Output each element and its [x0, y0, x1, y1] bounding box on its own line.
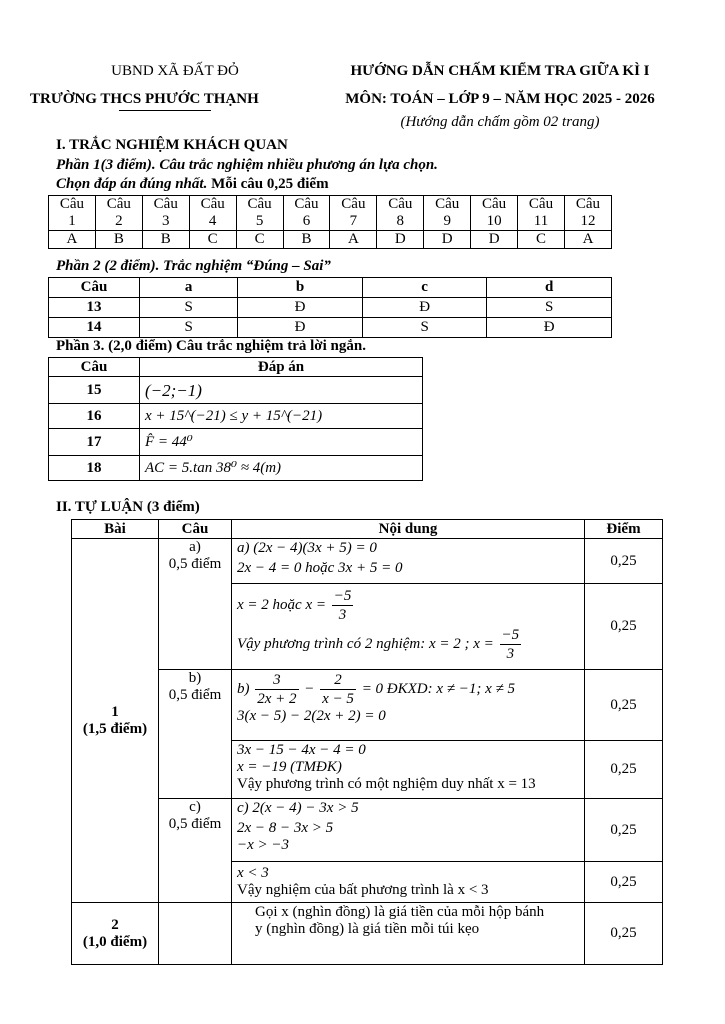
part1-answer: C: [236, 231, 283, 249]
part2-answer: S: [487, 298, 612, 318]
fraction-den: x − 5: [322, 691, 354, 707]
fraction-num: −5: [501, 627, 520, 643]
part3-q: 18: [49, 456, 140, 481]
part1-answer: C: [518, 231, 565, 249]
part1-question: Câu 12: [564, 196, 611, 231]
content-line: Gọi x (nghìn đồng) là giá tiền của mỗi hộp bánh: [255, 904, 545, 920]
cau-b-points: 0,5 điểm: [168, 687, 222, 703]
content-text: Vậy phương trình có 2 nghiệm: x = 2 ; x =: [237, 635, 494, 652]
essay-content: [232, 741, 585, 799]
part3-q: 15: [49, 377, 140, 404]
essay-header-bai: Bài: [72, 520, 159, 539]
part3-answer: (−2;−1): [140, 377, 423, 404]
part1-question-row: [49, 196, 612, 231]
essay-header-cau: Câu: [159, 520, 232, 539]
cau-a-cell: [159, 539, 232, 670]
part2-row: [49, 298, 612, 318]
content-line: x = −19 (TMĐK): [237, 759, 342, 775]
part3-answer: F̂ = 44⁰: [140, 429, 423, 456]
content-line: b) $\frac{3}{2x + 2}$ − $\frac{2}{x - 5}$ = 0 ĐKXD: x ≠ −1; x ≠ 5: [237, 672, 516, 707]
part1-answer: A: [564, 231, 611, 249]
fraction-den: 3: [338, 607, 347, 623]
fraction-num: 3: [255, 671, 298, 690]
essay-content: [232, 799, 585, 862]
part1-question: Câu 6: [283, 196, 330, 231]
school-name: [30, 91, 310, 108]
part2-answer: Đ: [362, 298, 487, 318]
cau-a-label: a): [189, 539, 201, 555]
part3-answer: AC = 5.tan 38⁰ ≈ 4(m): [140, 456, 423, 481]
part3-row: [49, 429, 423, 456]
part3-header-row: [49, 358, 423, 377]
part2-row: [49, 318, 612, 338]
essay-score: 0,25: [585, 539, 663, 584]
fraction: [500, 626, 522, 663]
bai2-points: (1,0 điểm): [82, 933, 148, 950]
cau-b-cell: [159, 670, 232, 799]
section2-title: II. TỰ LUẬN (3 điểm): [56, 499, 200, 515]
content-line: 3x − 15 − 4x − 4 = 0: [237, 742, 366, 758]
essay-score: 0,25: [585, 799, 663, 862]
essay-score: 0,25: [585, 903, 663, 965]
doc-note: (Hướng dẫn chấm gồm 02 trang): [400, 114, 600, 130]
content-line: Vậy phương trình có một nghiệm duy nhất x = 13: [237, 776, 536, 792]
content-line: y (nghìn đồng) là giá tiền mỗi túi kẹo: [255, 921, 480, 937]
part1-answer: A: [330, 231, 377, 249]
part2-q: 13: [49, 298, 140, 318]
part1-question: Câu 4: [189, 196, 236, 231]
part1-answer: B: [142, 231, 189, 249]
part2-header-row: [49, 278, 612, 298]
part3-row: [49, 456, 423, 481]
bai2-label: 2: [111, 916, 119, 933]
essay-content: [232, 670, 585, 741]
fraction-num: −5: [333, 588, 352, 604]
fraction: [255, 671, 298, 708]
essay-score: 0,25: [585, 862, 663, 903]
part1-subtitle-b: Mỗi câu 0,25 điểm: [207, 176, 329, 192]
section1-title: I. TRẮC NGHIỆM KHÁCH QUAN: [56, 137, 288, 153]
part1-subtitle-a: Chọn đáp án đúng nhất.: [56, 176, 208, 192]
content-text: x = 2 hoặc x =: [237, 596, 326, 613]
fraction-den: 3: [506, 646, 515, 662]
part2-header: c: [362, 278, 487, 298]
part1-question: Câu 10: [471, 196, 518, 231]
bai2-cell: [72, 903, 159, 965]
bai1-cell: [72, 539, 159, 903]
part2-header: a: [140, 278, 238, 298]
essay-header-row: [72, 520, 663, 539]
part1-answer: D: [424, 231, 471, 249]
part1-answer: C: [189, 231, 236, 249]
content-text: b): [237, 680, 250, 697]
content-line: [237, 587, 579, 624]
part3-header-cau: Câu: [49, 358, 140, 377]
essay-header-content: Nội dung: [232, 520, 585, 539]
part1-question: Câu 7: [330, 196, 377, 231]
content-text: = 0 ĐKXD: x ≠ −1; x ≠ 5: [361, 680, 516, 697]
part1-subtitle: [56, 176, 329, 193]
part3-answer: [140, 404, 423, 429]
part2-answer: Đ: [238, 298, 363, 318]
content-line: Vậy nghiệm của bất phương trình là x < 3: [237, 882, 489, 898]
part1-question: Câu 11: [518, 196, 565, 231]
part2-header: d: [487, 278, 612, 298]
content-line: a) (2x − 4)(3x + 5) = 0: [237, 540, 377, 556]
part2-answer: Đ: [487, 318, 612, 338]
bai1-points: (1,5 điểm): [82, 720, 148, 737]
essay-content: [232, 539, 585, 584]
fraction-den: 2x + 2: [257, 691, 297, 707]
part3-row: [49, 404, 423, 429]
part3-q: 17: [49, 429, 140, 456]
fraction: [320, 671, 356, 708]
essay-row: [72, 799, 663, 862]
part1-answer: B: [283, 231, 330, 249]
essay-score: 0,25: [585, 741, 663, 799]
bai2-cau-cell: [159, 903, 232, 965]
part3-header-answer: Đáp án: [140, 358, 423, 377]
part3-answer-text: x + 15^(−21) ≤ y + 15^(−21): [145, 407, 323, 424]
part1-question: Câu 1: [49, 196, 96, 231]
cau-a-points: 0,5 điểm: [168, 556, 222, 572]
part1-table: [48, 195, 612, 249]
part2-answer: S: [140, 318, 238, 338]
school-district: UBND XÃ ĐẤT ĐỎ: [111, 63, 239, 79]
part2-header: Câu: [49, 278, 140, 298]
essay-content: [232, 903, 585, 965]
part1-question: Câu 3: [142, 196, 189, 231]
cau-c-label: c): [189, 799, 201, 815]
essay-score: 0,25: [585, 670, 663, 741]
content-line: −x > −3: [237, 837, 290, 853]
essay-content: [232, 584, 585, 670]
part3-row: [49, 377, 423, 404]
cau-b-label: b): [188, 670, 202, 686]
content-line: c) 2(x − 4) − 3x > 5: [237, 800, 359, 816]
part1-answer-row: [49, 231, 612, 249]
part1-question: Câu 5: [236, 196, 283, 231]
essay-score: 0,25: [585, 584, 663, 670]
part2-table: [48, 277, 612, 338]
part2-answer: S: [140, 298, 238, 318]
part2-title: Phần 2 (2 điểm). Trắc nghiệm “Đúng – Sai”: [56, 258, 331, 274]
part2-header: b: [238, 278, 363, 298]
fraction-num: 2: [320, 671, 356, 690]
essay-row: [72, 903, 663, 965]
fraction: [332, 587, 354, 624]
essay-header-score: Điểm: [585, 520, 663, 539]
header-underline: [119, 110, 211, 111]
part1-answer: B: [95, 231, 142, 249]
part3-table: [48, 357, 423, 481]
essay-row: [72, 670, 663, 741]
essay-row: [72, 539, 663, 584]
doc-subject: MÔN: TOÁN – LỚP 9 – NĂM HỌC 2025 - 2026: [345, 91, 655, 107]
part1-title: Phần 1(3 điểm). Câu trắc nghiệm nhiều phương án lựa chọn.: [56, 157, 438, 173]
essay-content: [232, 862, 585, 903]
cau-c-points: 0,5 điểm: [168, 816, 222, 832]
essay-table: [71, 519, 663, 965]
part2-answer: Đ: [238, 318, 363, 338]
content-line: [237, 626, 579, 663]
content-line: 3(x − 5) − 2(2x + 2) = 0: [237, 708, 386, 724]
part3-title: Phần 3. (2,0 điểm) Câu trắc nghiệm trả lời ngắn.: [56, 338, 366, 354]
part1-answer: A: [49, 231, 96, 249]
content-line: 2x − 8 − 3x > 5: [237, 820, 334, 836]
part1-question: Câu 2: [95, 196, 142, 231]
content-line: x < 3: [237, 865, 269, 881]
school-name-text: TRƯỜNG THCS PHƯỚC THẠNH: [30, 91, 259, 107]
part1-answer: D: [377, 231, 424, 249]
cau-c-cell: [159, 799, 232, 903]
doc-title: HƯỚNG DẪN CHẤM KIỂM TRA GIỮA KÌ I: [350, 63, 650, 79]
bai1-label: 1: [111, 703, 119, 720]
part3-q: 16: [49, 404, 140, 429]
part1-question: Câu 8: [377, 196, 424, 231]
content-line: 2x − 4 = 0 hoặc 3x + 5 = 0: [237, 560, 403, 576]
part2-answer: S: [362, 318, 487, 338]
part1-question: Câu 9: [424, 196, 471, 231]
part2-q: 14: [49, 318, 140, 338]
part1-answer: D: [471, 231, 518, 249]
